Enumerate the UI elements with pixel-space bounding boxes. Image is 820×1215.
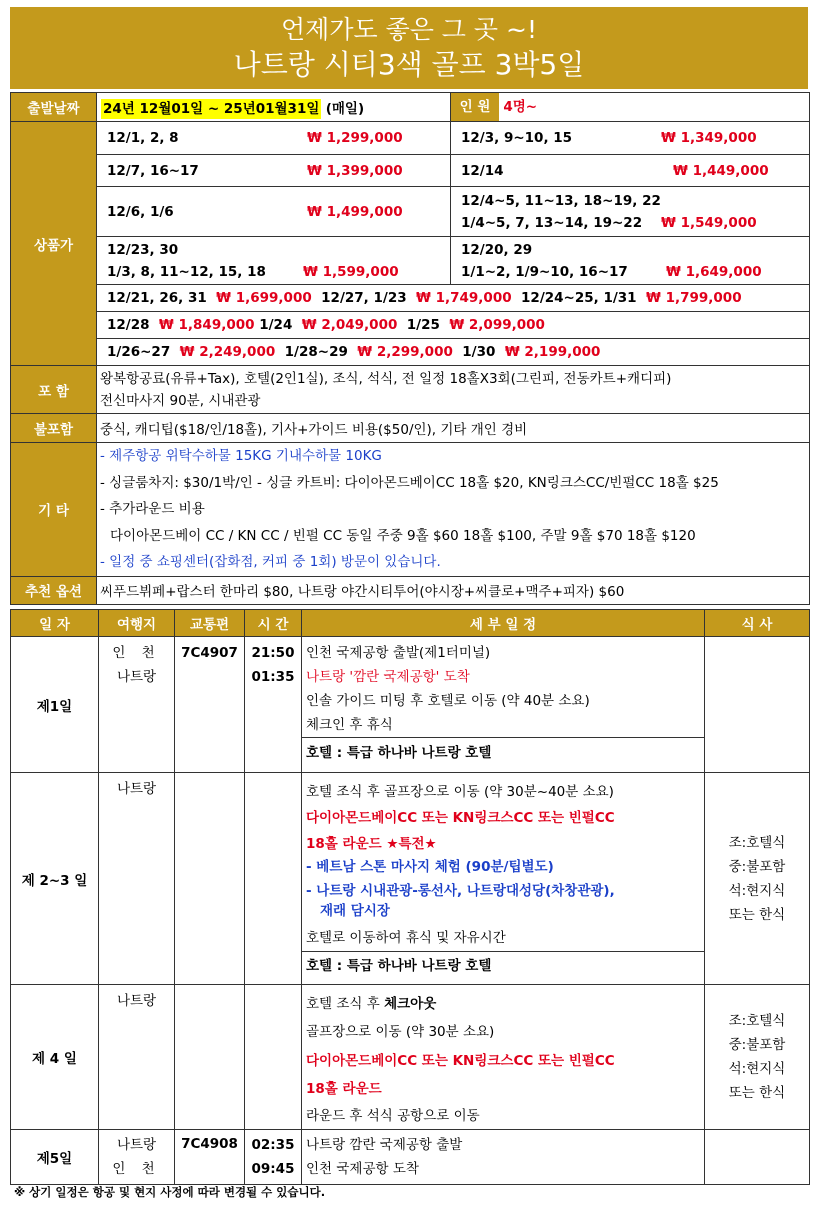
day5-detail: 인천 국제공항 도착 — [306, 1161, 419, 1177]
price-dates: 1/30 — [462, 344, 496, 360]
price-dates: 12/24~25, 1/31 — [521, 290, 637, 306]
title-line1: 언제가도 좋은 그 곳 ~! — [281, 15, 537, 44]
day4-detail-a: 호텔 조식 후 — [306, 996, 385, 1012]
etc-cell — [97, 443, 810, 577]
people-label: 인 원 — [451, 93, 499, 121]
day23-detail: 재래 담시장 — [320, 903, 390, 919]
departure-cell — [97, 93, 451, 122]
header-day: 일 자 — [11, 610, 99, 637]
etc-line: - 제주항공 위탁수하물 15KG 기내수하물 10KG — [100, 448, 382, 464]
day23-transport — [175, 773, 245, 985]
price-dates: 12/14 — [461, 162, 504, 179]
day4-label: 제 4 일 — [11, 985, 99, 1130]
departure-label: 출발날짜 — [11, 93, 97, 122]
day1-detail: 인솔 가이드 미팅 후 호텔로 이동 (약 40분 소요) — [306, 693, 590, 709]
price-dates: 1/3, 8, 11~12, 15, 18 — [107, 263, 266, 280]
price-value: ₩ 1,299,000 — [307, 130, 403, 146]
day5-meal — [705, 1130, 810, 1185]
day5-place: 나트랑 — [116, 1137, 157, 1153]
title-line2: 나트랑 시티3색 골프 3박5일 — [233, 48, 585, 81]
day4-transport — [175, 985, 245, 1130]
day23-detail: 다이아몬드베이CC 또는 KN링크스CC 또는 빈펄CC — [306, 810, 615, 826]
price-value: ₩ 2,299,000 — [357, 344, 453, 360]
price-value: ₩ 2,099,000 — [449, 317, 545, 333]
header-place: 여행지 — [99, 610, 175, 637]
day1-place: 나트랑 — [116, 669, 157, 685]
day4-time — [245, 985, 302, 1130]
price-dates: 12/7, 16~17 — [107, 162, 199, 179]
day4-detail: 18홀 라운드 — [306, 1081, 382, 1097]
include-line: 왕복항공료(유류+Tax), 호텔(2인1실), 조식, 석식, 전 일정 18홀X3회(그린피, 전동카트+캐디피) — [100, 370, 672, 387]
day4-detail: 골프장으로 이동 (약 30분 소요) — [306, 1024, 495, 1040]
people-cell — [451, 93, 810, 122]
price-value: ₩ 1,749,000 — [416, 290, 512, 306]
price-row — [97, 312, 810, 339]
day1-detail: 인천 국제공항 출발(제1터미널) — [306, 645, 491, 661]
etc-line: - 추가라운드 비용 — [100, 501, 205, 517]
etc-line: - 일정 중 쇼핑센터(잡화점, 커피 중 1회) 방문이 있습니다. — [100, 554, 441, 570]
price-value: ₩ 1,449,000 — [673, 162, 769, 179]
price-dates: 12/1, 2, 8 — [107, 130, 179, 146]
etc-line: - 싱글룸차지: $30/1박/인 - 싱글 카트비: 다이아몬드베이CC 18홀 $20, KN링크스CC/빈펄CC 18홀 $25 — [100, 474, 719, 491]
header-transport: 교통편 — [175, 610, 245, 637]
day23-detail: 18홀 라운드 ★특전★ — [306, 836, 437, 852]
price-value: ₩ 2,049,000 — [301, 317, 398, 333]
etc-line: 다이아몬드베이 CC / KN CC / 빈펄 CC 동일 주중 9홀 $60 18홀 $100, 주말 9홀 $70 18홀 $120 — [110, 527, 696, 544]
exclude-label: 불포함 — [11, 414, 97, 443]
day4-meal: 석:현지식 — [728, 1061, 786, 1077]
price-dates: 12/3, 9~10, 15 — [461, 130, 573, 146]
day23-detail: - 베트남 스톤 마사지 체험 (90분/팁별도) — [306, 859, 554, 875]
price-value: ₩ 1,599,000 — [303, 263, 399, 280]
day1-time: 01:35 — [251, 669, 295, 685]
day4-detail-b: 체크아웃 — [384, 996, 437, 1012]
day23-hotel: 호텔 : 특급 하나바 나트랑 호텔 — [302, 951, 704, 980]
day1-flight: 7C4907 — [181, 645, 238, 661]
day23-meal: 중:불포함 — [728, 858, 786, 875]
day23-place: 나트랑 — [116, 781, 157, 797]
price-value: ₩ 1,649,000 — [666, 263, 762, 280]
price-dates: 12/21, 26, 31 — [107, 290, 207, 306]
people-value: 4명~ — [503, 99, 538, 115]
day4-meal: 또는 한식 — [728, 1085, 786, 1101]
day23-time — [245, 773, 302, 985]
include-cell — [97, 366, 810, 414]
day23-detail: - 나트랑 시내관광-롱선사, 나트랑대성당(차창관광), — [306, 883, 615, 899]
price-dates: 1/24 — [259, 317, 293, 333]
day4-meal: 중:불포함 — [728, 1037, 786, 1053]
day5-place: 인 천 — [112, 1161, 161, 1177]
price-dates: 12/27, 1/23 — [321, 290, 407, 306]
day5-label: 제5일 — [11, 1130, 99, 1185]
header-time: 시 간 — [245, 610, 302, 637]
price-row — [97, 285, 810, 312]
day4-detail — [306, 991, 704, 1017]
header-detail: 세 부 일 정 — [302, 610, 705, 637]
price-dates: 1/28~29 — [284, 344, 348, 360]
info-table — [10, 92, 810, 605]
day1-hotel: 호텔 : 특급 하나바 나트랑 호텔 — [302, 737, 704, 768]
day5-time: 02:35 — [251, 1137, 295, 1153]
price-dates: 12/20, 29 — [461, 241, 533, 258]
price-value: ₩ 2,199,000 — [504, 344, 601, 360]
header-meal: 식 사 — [705, 610, 810, 637]
day1-detail: 나트랑 '깜란 국제공항' 도착 — [306, 669, 470, 685]
price-dates: 12/23, 30 — [107, 241, 179, 258]
price-value: ₩ 1,499,000 — [307, 203, 403, 220]
day4-place: 나트랑 — [116, 993, 157, 1009]
day5-detail: 나트랑 깜란 국제공항 출발 — [306, 1137, 463, 1153]
day1-detail: 체크인 후 휴식 — [306, 717, 393, 733]
include-label: 포 함 — [11, 366, 97, 414]
price-value: ₩ 1,799,000 — [645, 290, 742, 306]
price-dates: 1/25 — [406, 317, 440, 333]
day4-detail: 라운드 후 석식 공항으로 이동 — [306, 1108, 480, 1124]
footnote: ※ 상기 일정은 항공 및 현지 사정에 따라 변경될 수 있습니다. — [14, 1185, 326, 1199]
price-value: ₩ 1,399,000 — [307, 162, 403, 179]
day23-meal: 조:호텔식 — [728, 834, 786, 851]
title-banner — [10, 7, 808, 89]
day1-time: 21:50 — [251, 645, 295, 661]
option-label: 추천 옵션 — [11, 576, 97, 604]
day4-detail: 다이아몬드베이CC 또는 KN링크스CC 또는 빈펄CC — [306, 1053, 615, 1069]
price-value: ₩ 2,249,000 — [179, 344, 276, 360]
etc-label: 기 타 — [11, 443, 97, 577]
day1-meal — [705, 637, 810, 773]
day23-label: 제 2~3 일 — [11, 773, 99, 985]
price-dates: 1/1~2, 1/9~10, 16~17 — [461, 263, 628, 280]
price-dates: 1/26~27 — [107, 344, 171, 360]
price-value: ₩ 1,349,000 — [661, 130, 757, 146]
option-text: 씨푸드뷔페+랍스터 한마리 $80, 나트랑 야간시티투어(야시장+씨클로+맥주+피자) $60 — [97, 576, 810, 604]
price-dates: 1/4~5, 7, 13~14, 19~22 — [461, 214, 643, 231]
schedule-table — [10, 609, 810, 1185]
day23-detail: 호텔 조식 후 골프장으로 이동 (약 30분~40분 소요) — [306, 784, 614, 800]
price-value: ₩ 1,849,000 — [158, 317, 255, 333]
departure-dates: 24년 12월01일 ~ 25년01월31일 — [103, 101, 320, 117]
day23-meal: 석:현지식 — [728, 882, 786, 899]
price-row — [97, 339, 810, 366]
day23-meal: 또는 한식 — [728, 906, 786, 923]
exclude-text: 중식, 캐디팁($18/인/18홀), 기사+가이드 비용($50/인), 기타 개인 경비 — [97, 414, 810, 443]
departure-freq: (매일) — [325, 101, 365, 117]
include-line: 전신마사지 90분, 시내관광 — [100, 392, 261, 409]
day1-label: 제1일 — [11, 637, 99, 773]
day5-time: 09:45 — [251, 1161, 295, 1177]
price-label: 상품가 — [11, 122, 97, 366]
price-value: ₩ 1,549,000 — [661, 214, 757, 231]
price-dates: 12/28 — [107, 317, 150, 333]
price-dates: 12/6, 1/6 — [107, 203, 174, 220]
day1-place: 인 천 — [112, 645, 161, 661]
day5-flight: 7C4908 — [181, 1136, 238, 1152]
price-value: ₩ 1,699,000 — [216, 290, 312, 306]
price-dates: 12/4~5, 11~13, 18~19, 22 — [461, 192, 661, 209]
day4-meal: 조:호텔식 — [728, 1013, 786, 1029]
day23-detail: 호텔로 이동하여 휴식 및 자유시간 — [306, 930, 506, 946]
